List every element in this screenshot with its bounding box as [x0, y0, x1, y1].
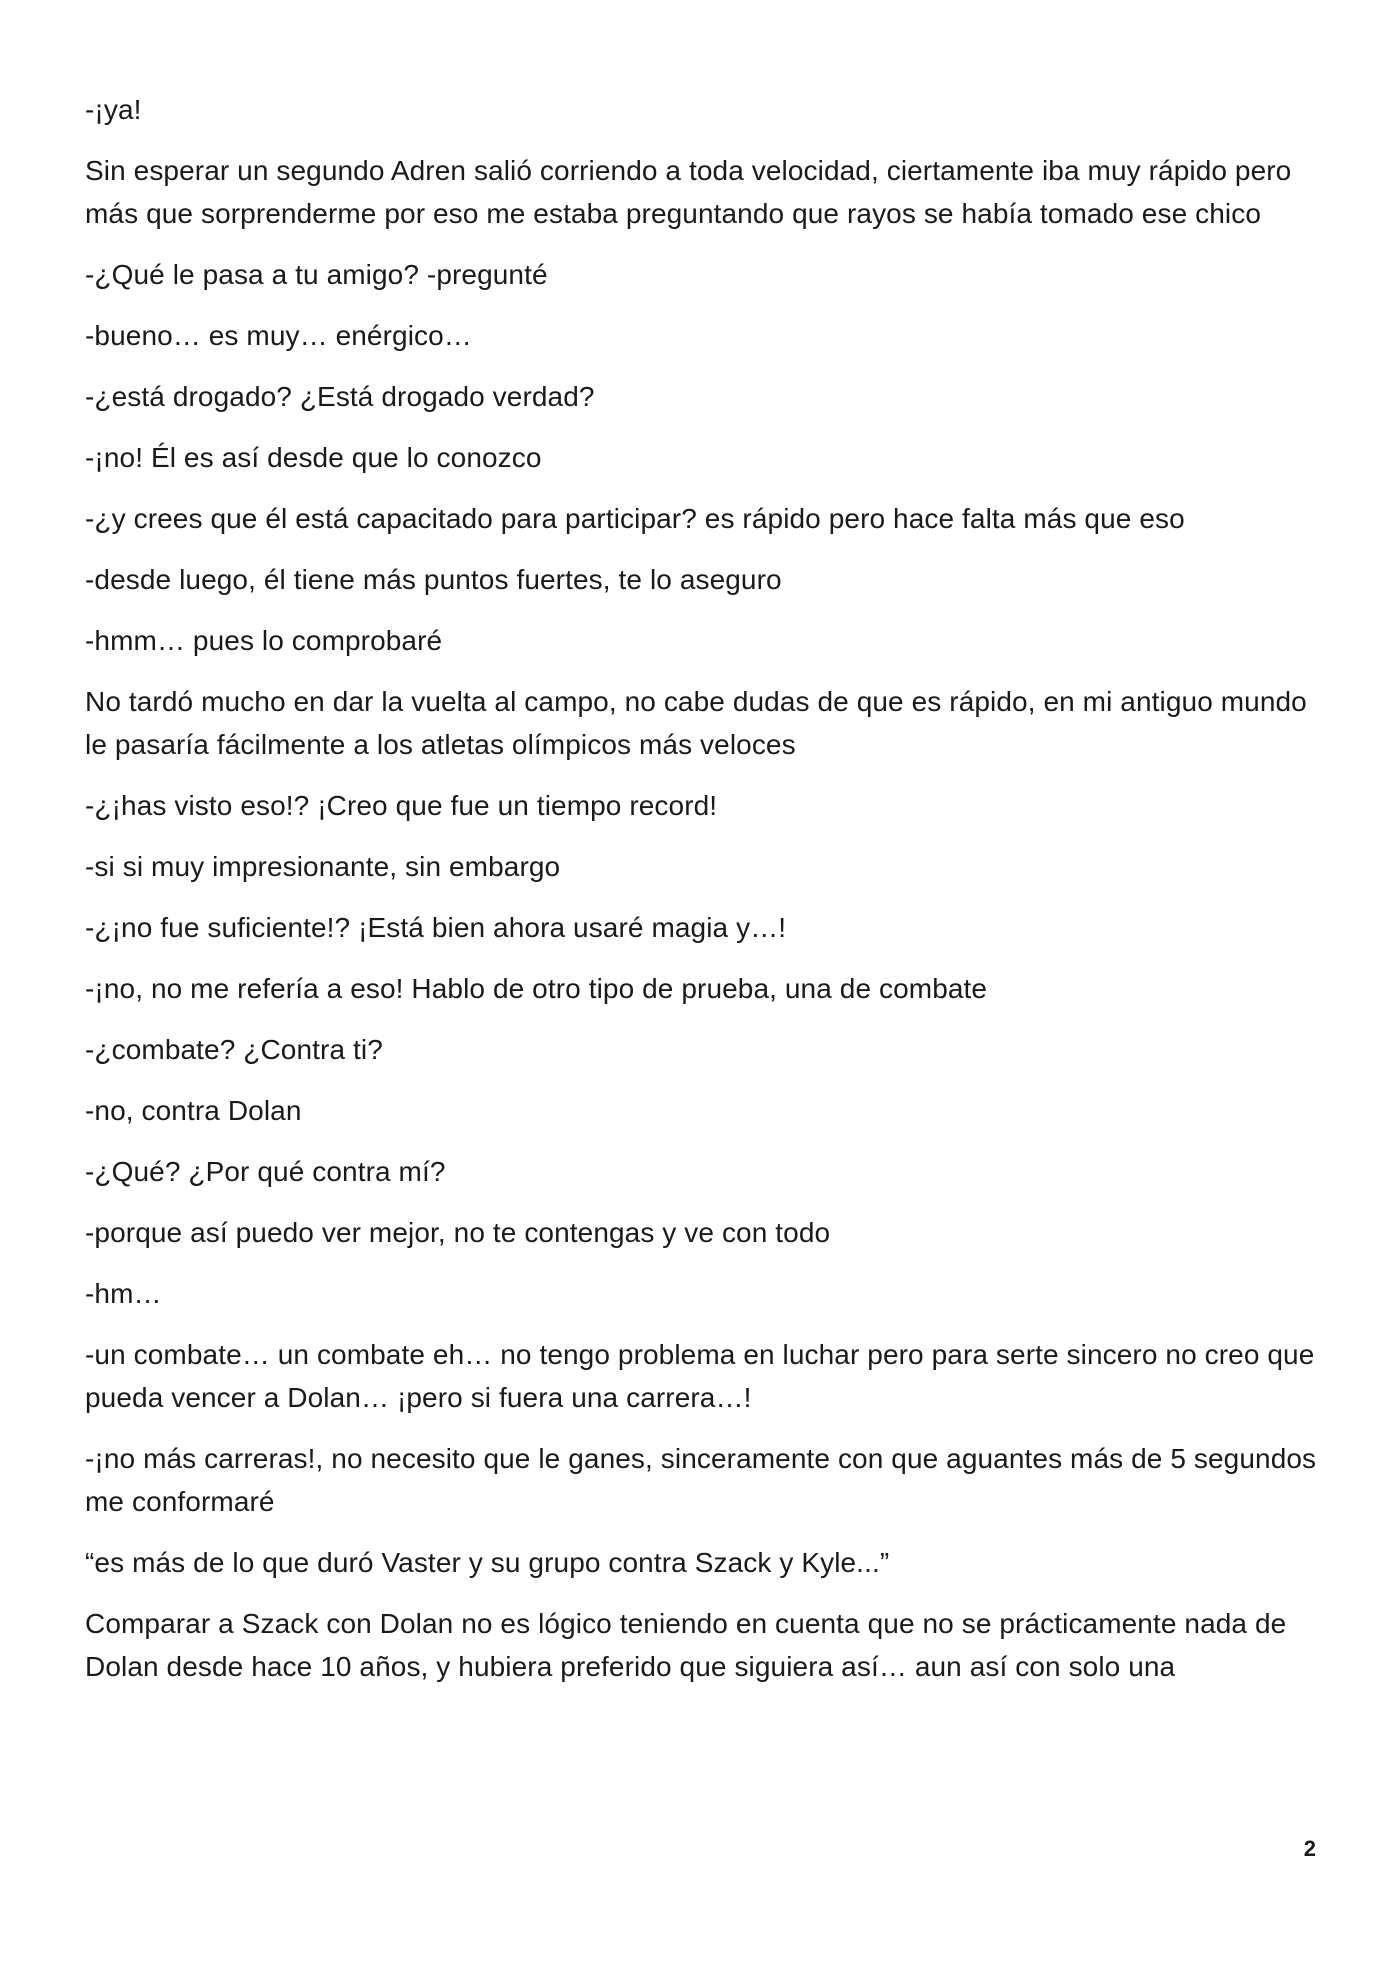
paragraph: -¿combate? ¿Contra ti? [85, 1034, 383, 1065]
paragraph: Comparar a Szack con Dolan no es lógico teniendo en cuenta que no se prácticamente nada de Dolan desde hace 10 años, y hubiera preferido que siguiera así… aun así con solo una [85, 1608, 1287, 1682]
document-body [85, 88, 1320, 1706]
paragraph: Sin esperar un segundo Adren salió corriendo a toda velocidad, ciertamente iba muy rápido pero más que sorprenderme por eso me estaba preguntando que rayos se había tomado ese chico [85, 155, 1292, 229]
paragraph: -¿está drogado? ¿Está drogado verdad? [85, 381, 595, 412]
paragraph: -no, contra Dolan [85, 1095, 302, 1126]
paragraph: -un combate… un combate eh… no tengo problema en luchar pero para serte sincero no creo que pueda vencer a Dolan… ¡pero si fuera una carrera…! [85, 1339, 1315, 1413]
paragraph: -¿y crees que él está capacitado para participar? es rápido pero hace falta más que eso [85, 503, 1185, 534]
paragraph: -si si muy impresionante, sin embargo [85, 851, 561, 882]
paragraph: -bueno… es muy… enérgico… [85, 320, 472, 351]
paragraph: -porque así puedo ver mejor, no te contengas y ve con todo [85, 1217, 831, 1248]
paragraph: “es más de lo que duró Vaster y su grupo contra Szack y Kyle...” [85, 1547, 890, 1578]
paragraph: -¡no más carreras!, no necesito que le ganes, sinceramente con que aguantes más de 5 segundos me conformaré [85, 1443, 1317, 1517]
paragraph: No tardó mucho en dar la vuelta al campo, no cabe dudas de que es rápido, en mi antiguo mundo le pasaría fácilmente a los atletas olímpicos más veloces [85, 686, 1307, 760]
paragraph: -¡ya! [85, 94, 142, 125]
paragraph: -desde luego, él tiene más puntos fuertes, te lo aseguro [85, 564, 782, 595]
paragraph: -¡no! Él es así desde que lo conozco [85, 442, 542, 473]
paragraph: -¿¡has visto eso!? ¡Creo que fue un tiempo record! [85, 790, 718, 821]
paragraph: -¿Qué? ¿Por qué contra mí? [85, 1156, 446, 1187]
paragraph: -¿¡no fue suficiente!? ¡Está bien ahora usaré magia y…! [85, 912, 787, 943]
paragraph: -¿Qué le pasa a tu amigo? -pregunté [85, 259, 548, 290]
paragraph: -¡no, no me refería a eso! Hablo de otro tipo de prueba, una de combate [85, 973, 988, 1004]
paragraph: -hmm… pues lo comprobaré [85, 625, 443, 656]
page-number: 2 [1303, 1836, 1316, 1861]
paragraph: -hm… [85, 1278, 162, 1309]
